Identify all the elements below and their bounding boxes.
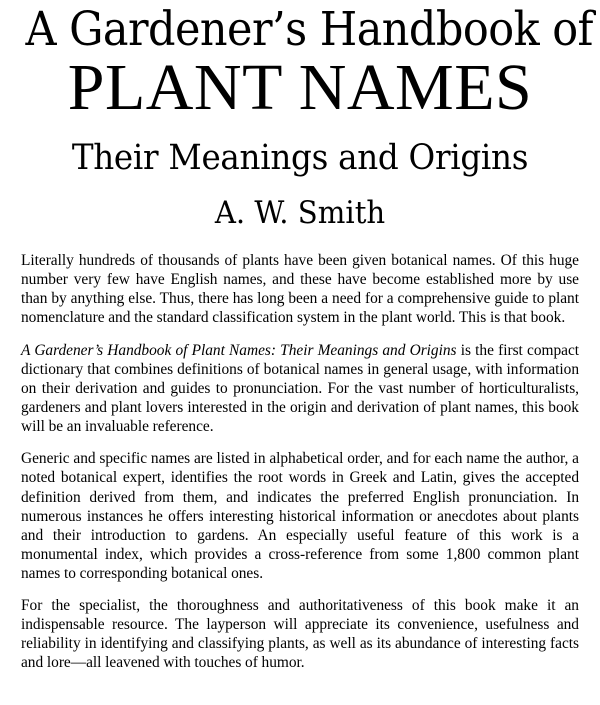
book-author: A. W. Smith — [214, 195, 386, 231]
description-paragraph-1: Literally hundreds of thousands of plants have been given botanical names. Of this huge number very few have English names, and these have become established more by use than by anything else. Thus, there has long been a need for a comprehensive guide to plant nomenclature and the standard classification system in the plant world. This is that book. — [21, 252, 579, 327]
book-title-line-1: A Gardener’s Handbook of — [25, 2, 593, 57]
description-paragraph-2 — [21, 341, 579, 436]
description-paragraph-3: Generic and specific names are listed in alphabetical order, and for each name the author, a noted botanical expert, identifies the root words in Greek and Latin, gives the accepted definition derived from them, and indicates the preferred English pronunciation. In numerous instances he offers interesting historical information or anecdotes about plants and their introduction to gardens. An especially useful feature of this work is a monumental index, which provides a cross-reference from some 1,800 common plant names to corresponding botanical ones. — [21, 450, 579, 582]
description-paragraph-4: For the specialist, the thoroughness and authoritativeness of this book make it an indispensable resource. The layperson will appreciate its convenience, usefulness and reliability in identifying and classifying plants, as well as its abundance of interesting facts and lore—all leavened with touches of humor. — [21, 597, 579, 672]
book-title-line-2: PLANT NAMES — [67, 51, 533, 124]
title-block — [0, 0, 600, 233]
description-paragraph-2-rest: is the first compact dictionary that combines definitions of botanical names in general usage, with information on their derivation and guides to pronunciation. For the vast number of horticulturalists, gardeners and plant lovers interested in the origin and derivation of plant names, this book will be an invaluable reference. — [21, 341, 580, 435]
book-subtitle: Their Meanings and Origins — [71, 138, 529, 178]
description-italic-book-title: A Gardener’s Handbook of Plant Names: Their Meanings and Origins — [21, 341, 457, 359]
book-description — [0, 233, 600, 672]
